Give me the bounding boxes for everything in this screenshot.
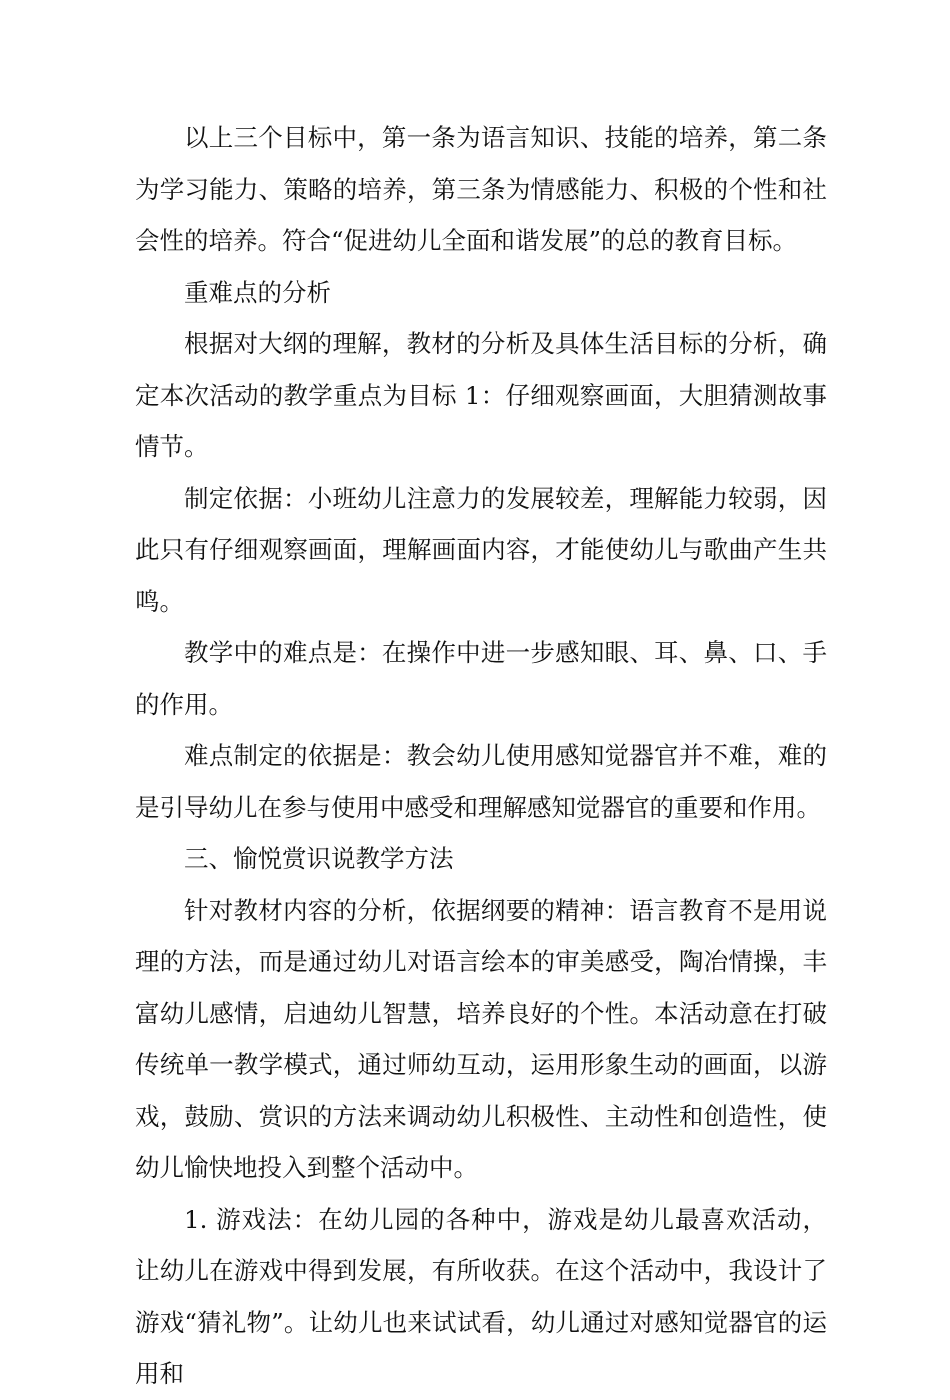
paragraph-difficult-point-basis: 难点制定的依据是：教会幼儿使用感知觉器官并不难，难的是引导幼儿在参与使用中感受和理解感知觉器官的重要和作用。 — [135, 741, 827, 822]
heading-teaching-methods: 三、愉悦赏识说教学方法 — [184, 844, 454, 873]
paragraph-difficult-point: 教学中的难点是：在操作中进一步感知眼、耳、鼻、口、手的作用。 — [135, 638, 827, 719]
paragraph-key-point: 根据对大纲的理解，教材的分析及具体生活目标的分析，确定本次活动的教学重点为目标 1：仔细观察画面，大胆猜测故事情节。 — [135, 329, 827, 461]
paragraph-key-point-basis: 制定依据：小班幼儿注意力的发展较差，理解能力较弱，因此只有仔细观察画面，理解画面内容，才能使幼儿与歌曲产生共鸣。 — [135, 483, 827, 616]
paragraph-game-method: 1. 游戏法：在幼儿园的各种中，游戏是幼儿最喜欢活动，让幼儿在游戏中得到发展，有所收获。在这个活动中，我设计了游戏“猜礼物”。让幼儿也来试试看，幼儿通过对感知觉器官的运用和 — [135, 1204, 827, 1388]
paragraph-goals-summary: 以上三个目标中，第一条为语言知识、技能的培养，第二条为学习能力、策略的培养，第三条为情感能力、积极的个性和社会性的培养。符合“促进幼儿全面和谐发展”的总的教育目标。 — [135, 123, 827, 255]
heading-key-difficult-points: 重难点的分析 — [184, 277, 331, 307]
paragraph-teaching-methods: 针对教材内容的分析，依据纲要的精神：语言教育不是用说理的方法，而是通过幼儿对语言绘本的审美感受，陶冶情操，丰富幼儿感情，启迪幼儿智慧，培养良好的个性。本活动意在打破传统单一教学模式，通过师幼互动，运用形象生动的画面，以游戏，鼓励、赏识的方法来调动幼儿积极性、主动性和创造性，使幼儿愉快地投入到整个活动中。 — [135, 895, 827, 1182]
document-body — [135, 112, 827, 1400]
